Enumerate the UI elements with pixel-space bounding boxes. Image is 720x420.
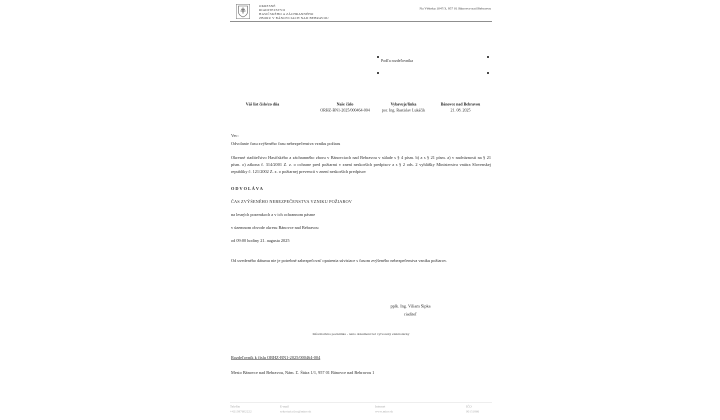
slovak-emblem-shield <box>237 5 250 19</box>
subject-text: Odvolanie času zvýšeného času nebezpečenstva vzniku požiaru <box>231 141 341 146</box>
distribution-heading: Rozdeľovník k číslu ORHZ-BN1-2025/000464-004 <box>231 355 321 360</box>
footer-col-ico <box>466 405 479 414</box>
header-divider <box>230 21 492 22</box>
footer-label-phone: Telefón <box>230 405 241 409</box>
signatory-name: pplk. Ing. Viliam Šipka <box>390 303 431 309</box>
document-body <box>230 0 492 420</box>
ref-col-your-letter <box>230 102 295 108</box>
ref-value-date: 21. 08. 2025 <box>450 108 471 113</box>
addressee-corner-dot-bottom-right <box>487 72 489 74</box>
ref-value-handled-by: por. Ing. Rastislav Lukáčik <box>381 108 426 113</box>
scope-line-forest: na lesných pozemkoch a v ich ochrannom pásme <box>231 212 316 217</box>
signature-block <box>358 302 463 318</box>
footer-col-phone <box>230 405 252 414</box>
footer-value-email: sekretariat.bn@minv.sk <box>280 410 312 414</box>
addressee-corner-dot-bottom-left <box>377 72 379 74</box>
org-line-1: OKRESNÉ <box>259 4 276 8</box>
ref-label-place: Bánovce nad Bebravou <box>440 102 481 107</box>
footer-value-internet: www.minv.sk <box>375 410 394 414</box>
closing-paragraph: Od uvedeného dátumu nie je potrebné zabezpečovať opatrenia súvisiace s časom zvýšeného nebezpečenstva vzniku požiarov. <box>231 258 447 263</box>
footer-value-phone: +421387602222 <box>230 410 252 414</box>
footer-col-email <box>280 405 311 414</box>
ref-label-handled-by: Vybavuje/linka <box>390 102 417 107</box>
effective-datetime: od 09:00 hodiny 21. augusta 2025 <box>231 238 290 243</box>
addressee-corner-dot-top-right <box>487 56 489 58</box>
electronic-document-note: Informatívna poznámka - tento dokument bol vytvorený elektronicky <box>312 332 410 336</box>
footer-label-internet: Internet <box>375 405 386 409</box>
footer-col-internet <box>375 405 393 414</box>
coat-of-arms-icon <box>236 4 250 19</box>
footer-value-ico: 00151866 <box>466 410 480 414</box>
signatory-title: riaditeľ <box>404 311 417 317</box>
footer-label-email: E-mail <box>280 405 289 409</box>
authority-address: Na Vŕšteku 1047/3, 957 01 Bánovce nad Bebravou <box>419 6 491 11</box>
legal-paragraph: Okresné riaditeľstvo Hasičského a záchranného zboru v Bánovciach nad Bebravou v súlade s § 4 písm. b) a s § 21 písm. a) v nadväznosti na § 21 písm. o) zákona č. 314/2001 Z. z. o ochrane pred požiarmi v znení neskorších predpisov a s § 2 ods. 2 vyhlášky Ministerstva vnútra Slovenskej republiky č. 121/2002 Z. z. o požiarnej prevencii v znení neskorších predpisov <box>231 155 491 174</box>
scope-line-district: v územnom obvode okresu Bánovce nad Bebravou <box>231 225 319 230</box>
ref-label-your-letter: Váš list číslo/zo dňa <box>245 102 280 107</box>
org-line-2: RIADITEĽSTVO <box>259 8 286 12</box>
footer-divider <box>230 403 492 404</box>
footer-label-ico: IČO <box>466 405 472 409</box>
declaration-subject: ČAS ZVÝŠENÉHO NEBEZPEČENSTVA VZNIKU POŽIAROV <box>231 199 353 204</box>
declaration-word: O D V O L Á V A <box>231 186 263 191</box>
ref-value-our-number: ORHZ-BN1-2025/000464-004 <box>320 108 370 113</box>
ref-col-place-date <box>429 102 492 113</box>
issuing-authority-name <box>259 5 329 21</box>
subject-label: Vec: <box>231 133 239 138</box>
addressee-placeholder: Podľa rozdeľovníka <box>381 58 414 63</box>
org-line-4: ZBORU V BÁNOVCIACH NAD BEBRAVOU <box>259 16 329 20</box>
addressee-corner-dot-top-left <box>377 56 379 58</box>
org-line-3: HASIČSKÉHO A ZÁCHRANNÉHO <box>259 12 314 16</box>
distribution-recipient: Mesto Bánovce nad Bebravou, Nám. Ľ. Štúra 1/1, 957 01 Bánovce nad Bebravou 1 <box>231 370 375 375</box>
ref-label-our-number: Naše číslo <box>336 102 354 107</box>
